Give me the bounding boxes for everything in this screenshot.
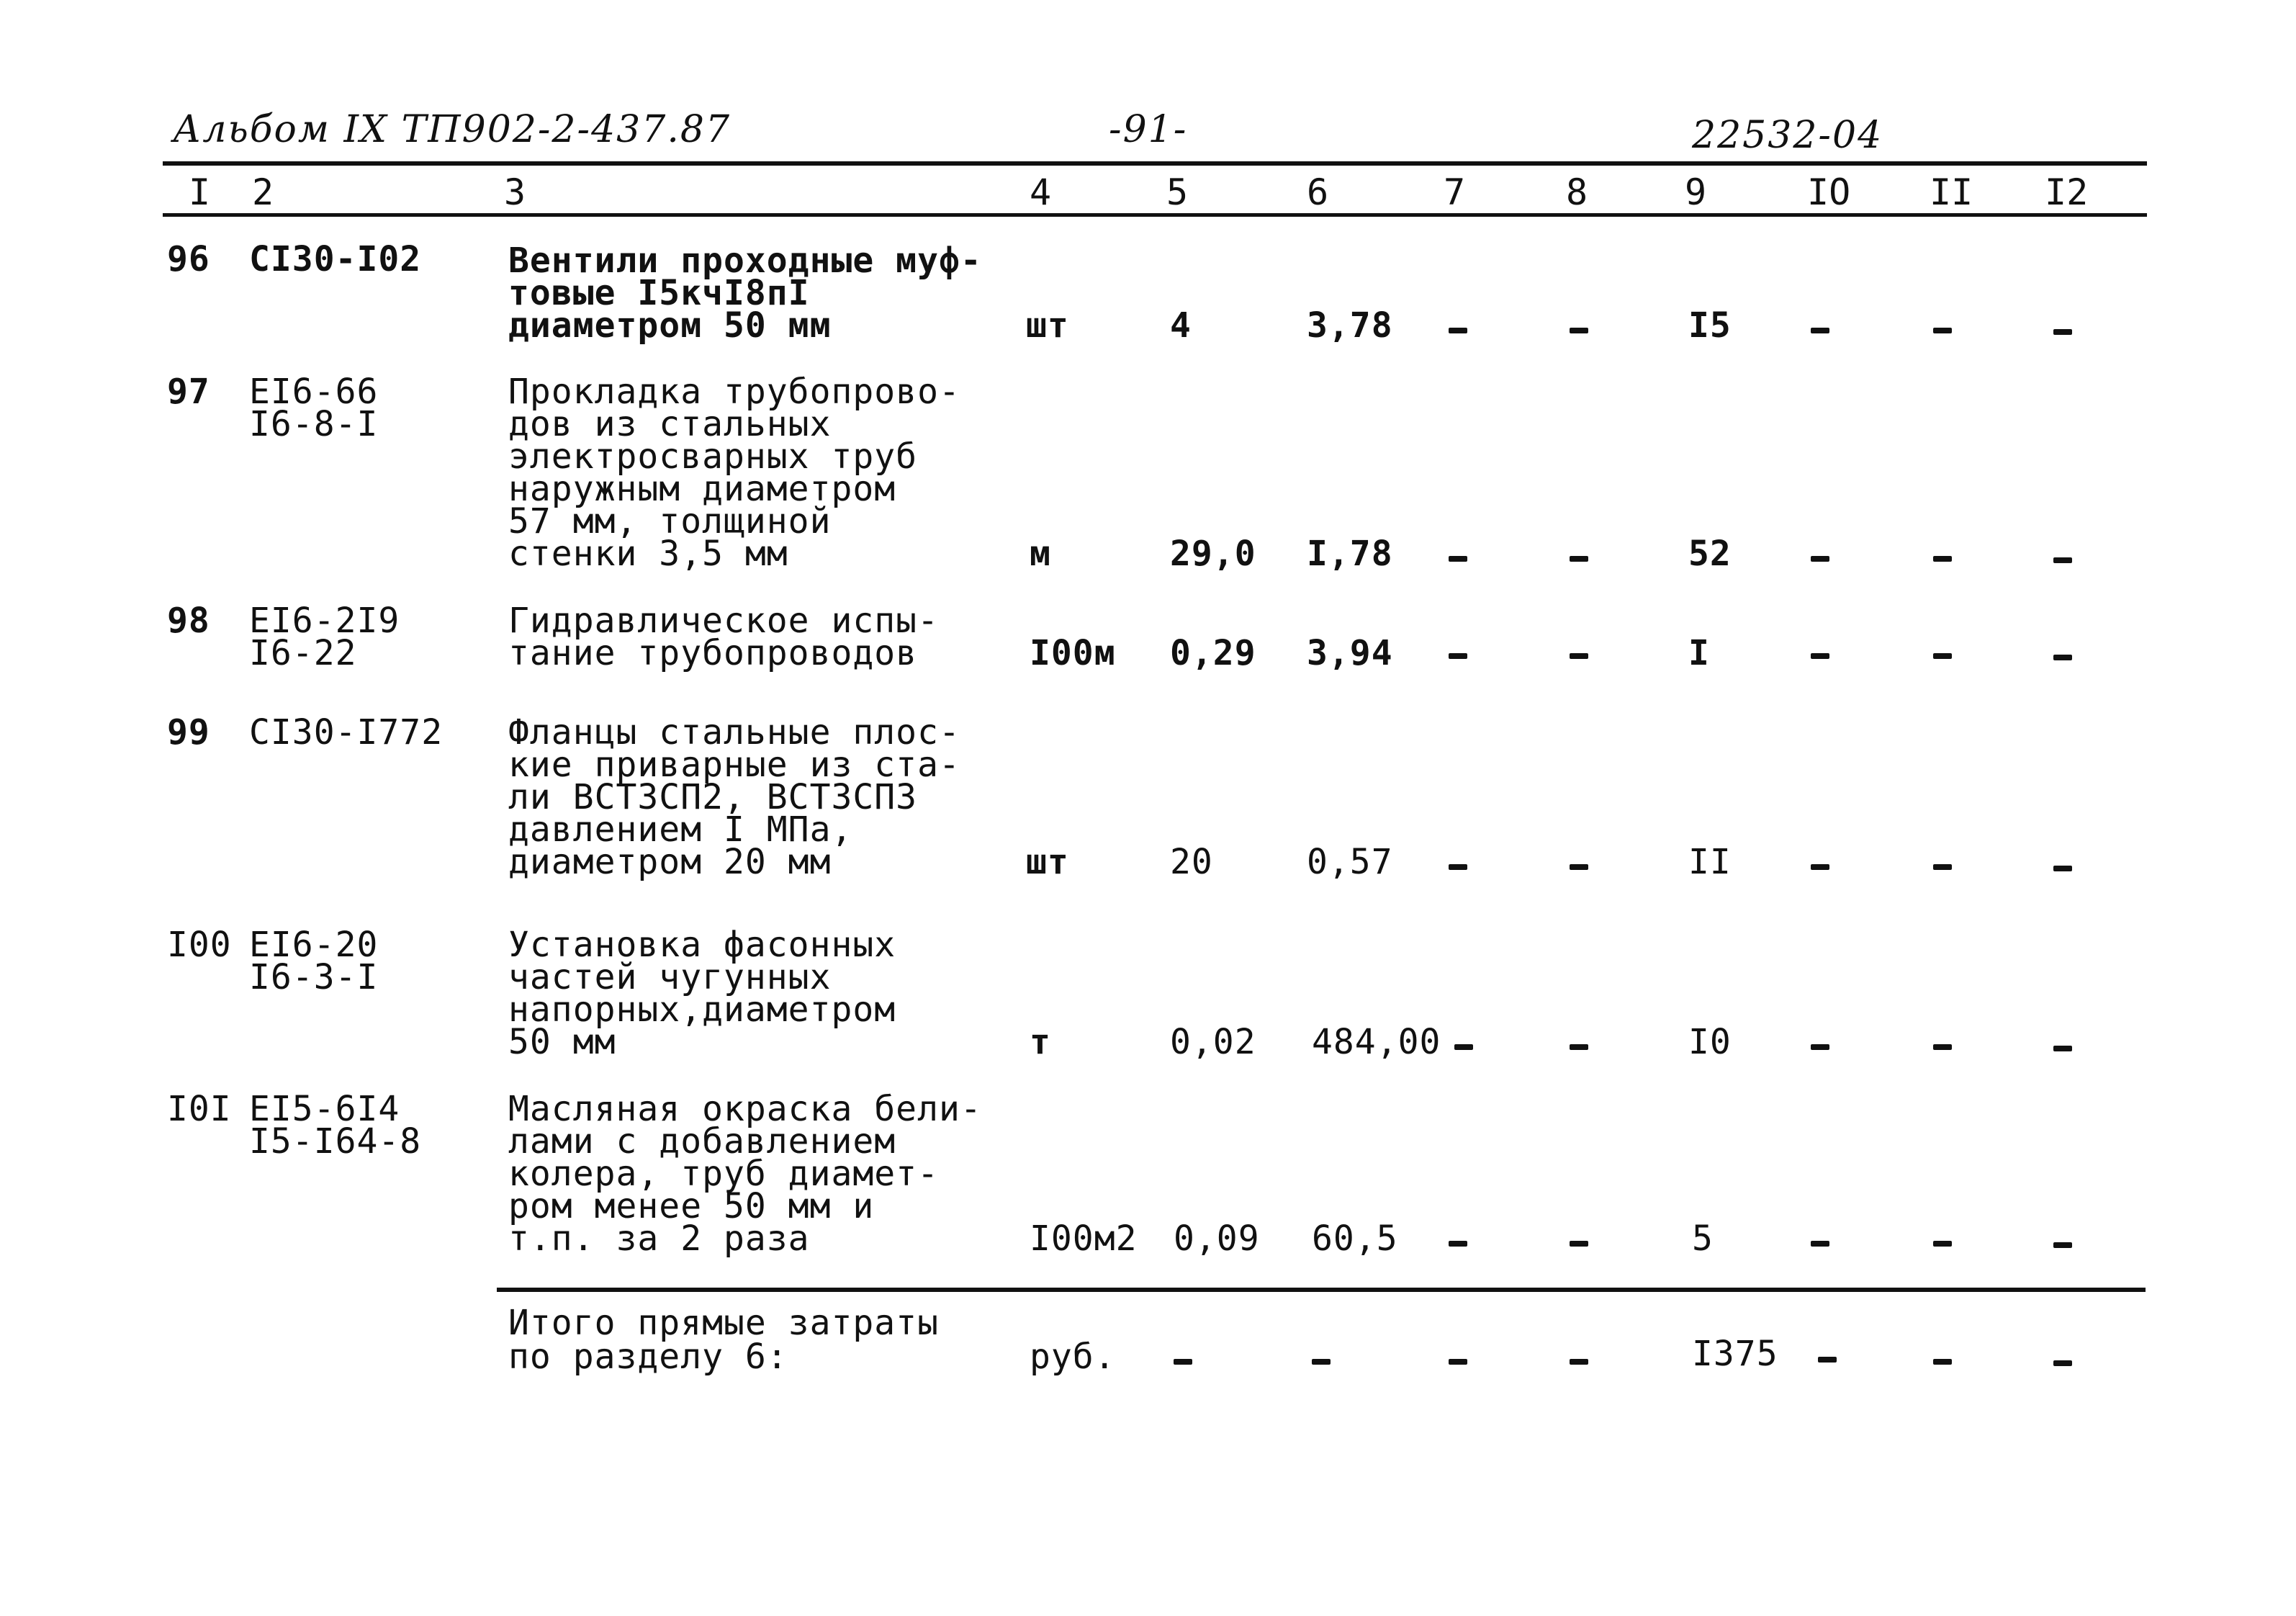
empty-dash — [1449, 653, 1467, 659]
document-number: 22532-04 — [1692, 114, 1883, 157]
empty-dash — [1811, 328, 1829, 333]
row-number: I0I — [167, 1089, 232, 1129]
empty-dash — [1449, 556, 1467, 562]
row-number: 98 — [167, 601, 210, 641]
row-total-value: 52 — [1688, 534, 1732, 574]
empty-dash — [1570, 1359, 1588, 1365]
total-value: I375 — [1692, 1334, 1778, 1374]
row-price: I,78 — [1307, 534, 1393, 574]
column-number: 9 — [1685, 171, 1707, 213]
total-unit: руб. — [1030, 1337, 1116, 1377]
row-description-line: диаметром 50 мм — [508, 305, 832, 346]
empty-dash — [1811, 653, 1829, 659]
row-description-line: кие приварные из ста- — [508, 745, 960, 785]
row-quantity: 0,29 — [1170, 633, 1256, 673]
row-total-value: II — [1688, 842, 1732, 882]
column-number: 5 — [1166, 171, 1189, 213]
row-total-value: I0 — [1688, 1022, 1732, 1062]
row-quantity: 0,02 — [1170, 1022, 1256, 1062]
row-code: I6-3-I — [249, 957, 379, 997]
empty-dash — [1570, 1241, 1588, 1247]
empty-dash — [1449, 1359, 1467, 1365]
column-number: II — [1930, 171, 1973, 213]
row-description-line: Установка фасонных — [508, 925, 896, 965]
column-number: I — [189, 171, 211, 213]
empty-dash — [2053, 1242, 2072, 1248]
empty-dash — [2053, 1360, 2072, 1366]
row-description-line: тание трубопроводов — [508, 633, 918, 673]
empty-dash — [1933, 864, 1952, 870]
empty-dash — [1174, 1359, 1192, 1365]
empty-dash — [1449, 328, 1467, 333]
album-reference: Альбом IХ ТП902-2-437.87 — [173, 108, 731, 151]
empty-dash — [1933, 1359, 1952, 1365]
empty-dash — [1570, 653, 1588, 659]
column-number: 3 — [504, 171, 526, 213]
row-code: I5-I64-8 — [249, 1121, 422, 1162]
row-unit: I00м — [1030, 633, 1116, 673]
row-price: 60,5 — [1312, 1218, 1398, 1259]
empty-dash — [1449, 864, 1467, 870]
row-description-line: давлением I МПа, — [508, 809, 853, 850]
column-header-rule — [163, 213, 2147, 217]
row-description-line: наружным диаметром — [508, 469, 896, 509]
empty-dash — [1570, 864, 1588, 870]
row-unit: шт — [1026, 305, 1069, 346]
row-quantity: 20 — [1170, 842, 1213, 882]
row-unit: I00м2 — [1030, 1218, 1138, 1259]
row-price: 484,00 — [1312, 1022, 1441, 1062]
row-description-line: Вентили проходные муф- — [508, 241, 982, 281]
row-number: I00 — [167, 925, 232, 965]
row-price: 3,94 — [1307, 633, 1393, 673]
empty-dash — [2053, 655, 2072, 660]
row-code: EI6-2I9 — [249, 601, 400, 641]
row-description-line: Гидравлическое испы- — [508, 601, 939, 641]
row-description-line: ром менее 50 мм и — [508, 1186, 875, 1226]
empty-dash — [2053, 1046, 2072, 1051]
row-description-line: Фланцы стальные плос- — [508, 712, 960, 753]
row-number: 96 — [167, 239, 210, 279]
row-description-line: лами с добавлением — [508, 1121, 896, 1162]
row-total-value: I5 — [1688, 305, 1732, 346]
empty-dash — [2053, 329, 2072, 335]
row-code: I6-22 — [249, 633, 357, 673]
row-description-line: ли ВСТЗСП2, ВСТЗСП3 — [508, 777, 918, 817]
row-unit: т — [1030, 1022, 1051, 1062]
empty-dash — [1811, 864, 1829, 870]
row-description-line: 57 мм, толщиной — [508, 501, 832, 542]
total-rule — [497, 1288, 2146, 1292]
header-rule — [163, 161, 2147, 166]
row-code: I6-8-I — [249, 404, 379, 444]
empty-dash — [1933, 556, 1952, 562]
row-quantity: 4 — [1170, 305, 1192, 346]
empty-dash — [1933, 1044, 1952, 1050]
column-number: IO — [1807, 171, 1851, 213]
row-description-line: Прокладка трубопрово- — [508, 372, 960, 412]
empty-dash — [1570, 556, 1588, 562]
page-number: -91- — [1109, 108, 1188, 151]
row-description-line: т.п. за 2 раза — [508, 1218, 810, 1259]
empty-dash — [2053, 866, 2072, 871]
empty-dash — [1811, 1044, 1829, 1050]
row-code: EI6-20 — [249, 925, 379, 965]
row-description-line: дов из стальных — [508, 404, 832, 444]
empty-dash — [1312, 1359, 1331, 1365]
row-number: 97 — [167, 372, 210, 412]
column-number: 2 — [252, 171, 274, 213]
row-number: 99 — [167, 712, 210, 753]
row-code: CI30-I772 — [249, 712, 444, 753]
row-quantity: 29,0 — [1170, 534, 1256, 574]
column-number: 7 — [1444, 171, 1466, 213]
total-description-line: Итого прямые затраты — [508, 1303, 939, 1343]
row-price: 0,57 — [1307, 842, 1393, 882]
row-description-line: частей чугунных — [508, 957, 832, 997]
row-price: 3,78 — [1307, 305, 1393, 346]
total-description-line: по разделу 6: — [508, 1337, 788, 1377]
row-unit: шт — [1026, 842, 1069, 882]
row-quantity: 0,09 — [1174, 1218, 1260, 1259]
row-code: EI6-66 — [249, 372, 379, 412]
empty-dash — [1933, 328, 1952, 333]
row-description-line: напорных,диаметром — [508, 989, 896, 1030]
row-description-line: Масляная окраска бели- — [508, 1089, 982, 1129]
empty-dash — [1811, 1241, 1829, 1247]
empty-dash — [1454, 1044, 1473, 1050]
column-number: I2 — [2045, 171, 2089, 213]
empty-dash — [1933, 1241, 1952, 1247]
empty-dash — [1449, 1241, 1467, 1247]
row-unit: м — [1030, 534, 1051, 574]
column-number: 6 — [1307, 171, 1329, 213]
row-description-line: товые I5кчI8пI — [508, 273, 810, 313]
empty-dash — [1811, 556, 1829, 562]
empty-dash — [1570, 328, 1588, 333]
row-total-value: I — [1688, 633, 1710, 673]
row-description-line: стенки 3,5 мм — [508, 534, 788, 574]
row-description-line: 50 мм — [508, 1022, 616, 1062]
row-description-line: колера, труб диамет- — [508, 1154, 939, 1194]
row-code: CI30-I02 — [249, 239, 422, 279]
row-description-line: электросварных труб — [508, 436, 918, 477]
column-number: 4 — [1030, 171, 1052, 213]
column-number: 8 — [1566, 171, 1588, 213]
empty-dash — [1570, 1044, 1588, 1050]
row-code: EI5-6I4 — [249, 1089, 400, 1129]
empty-dash — [2053, 557, 2072, 563]
row-total-value: 5 — [1692, 1218, 1714, 1259]
empty-dash — [1933, 653, 1952, 659]
empty-dash — [1818, 1357, 1837, 1363]
row-description-line: диаметром 20 мм — [508, 842, 832, 882]
